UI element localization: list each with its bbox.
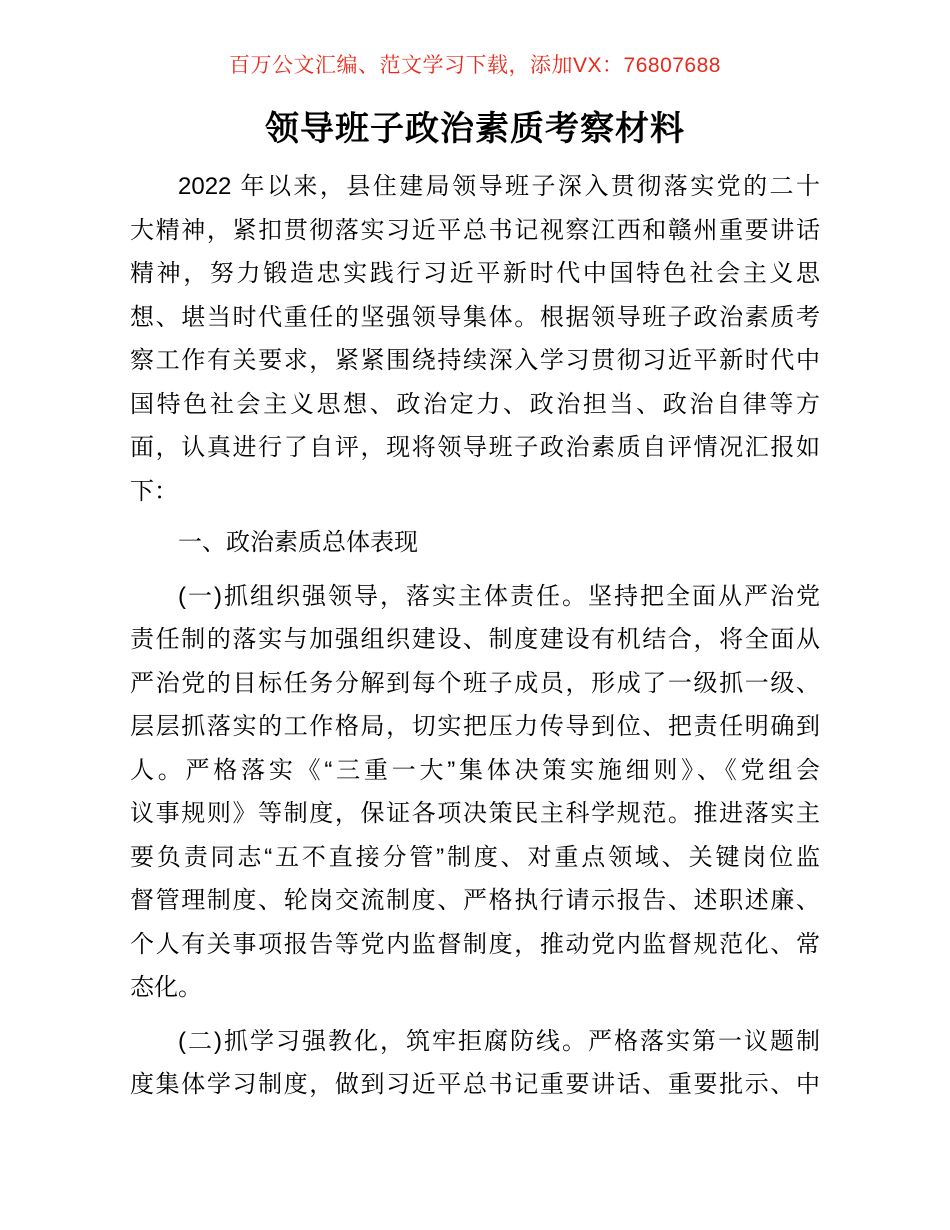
text-line: 严治党的目标任务分解到每个班子成员，形成了一级抓一级、 xyxy=(130,669,820,697)
text-line: 国特色社会主义思想、政治定力、政治担当、政治自律等方 xyxy=(130,390,820,418)
document-body xyxy=(130,165,820,1107)
text-line: 个人有关事项报告等党内监督制度，推动党内监督规范化、常 xyxy=(130,930,820,958)
text-line: 察工作有关要求，紧紧围绕持续深入学习贯彻习近平新时代中 xyxy=(130,347,820,374)
text-line: 大精神，紧扣贯彻落实习近平总书记视察江西和赣州重要讲话 xyxy=(130,216,820,244)
text-line: 督管理制度、轮岗交流制度、严格执行请示报告、述职述廉、 xyxy=(130,887,820,914)
text-line: 要负责同志“五不直接分管”制度、对重点领域、关键岗位监 xyxy=(130,843,820,871)
paragraph xyxy=(130,165,820,513)
document-title: 领导班子政治素质考察材料 xyxy=(265,110,685,148)
text-line: 议事规则》等制度，保证各项决策民主科学规范。推进落实主 xyxy=(130,800,820,827)
section-heading xyxy=(130,521,820,565)
text-line: 度集体学习制度，做到习近平总书记重要讲话、重要批示、中 xyxy=(130,1071,820,1098)
paragraph xyxy=(130,575,820,1010)
paragraph xyxy=(130,1020,820,1107)
text-line: 下： xyxy=(130,477,178,505)
text-line: (一)抓组织强领导，落实主体责任。坚持把全面从严治党 xyxy=(178,582,820,610)
text-line: 想、堪当时代重任的坚强领导集体。根据领导班子政治素质考 xyxy=(130,303,820,331)
text-line: 2022 年以来，县住建局领导班子深入贯彻落实党的二十 xyxy=(178,173,820,200)
text-line: 精神，努力锻造忠实践行习近平新时代中国特色社会主义思 xyxy=(130,260,820,287)
text-line: 层层抓落实的工作格局，切实把压力传导到位、把责任明确到 xyxy=(130,713,820,740)
text-line: 面，认真进行了自评，现将领导班子政治素质自评情况汇报如 xyxy=(130,434,820,461)
text-line: 态化。 xyxy=(130,974,202,1001)
text-line: (二)抓学习强教化，筑牢拒腐防线。严格落实第一议题制 xyxy=(178,1027,820,1055)
promo-header-text: 百万公文汇编、范文学习下载，添加VX：76807688 xyxy=(229,54,721,77)
text-line: 一、政治素质总体表现 xyxy=(178,529,418,556)
text-line: 人。严格落实《“三重一大”集体决策实施细则》、《党组会 xyxy=(130,756,820,784)
text-line: 责任制的落实与加强组织建设、制度建设有机结合，将全面从 xyxy=(130,626,820,653)
